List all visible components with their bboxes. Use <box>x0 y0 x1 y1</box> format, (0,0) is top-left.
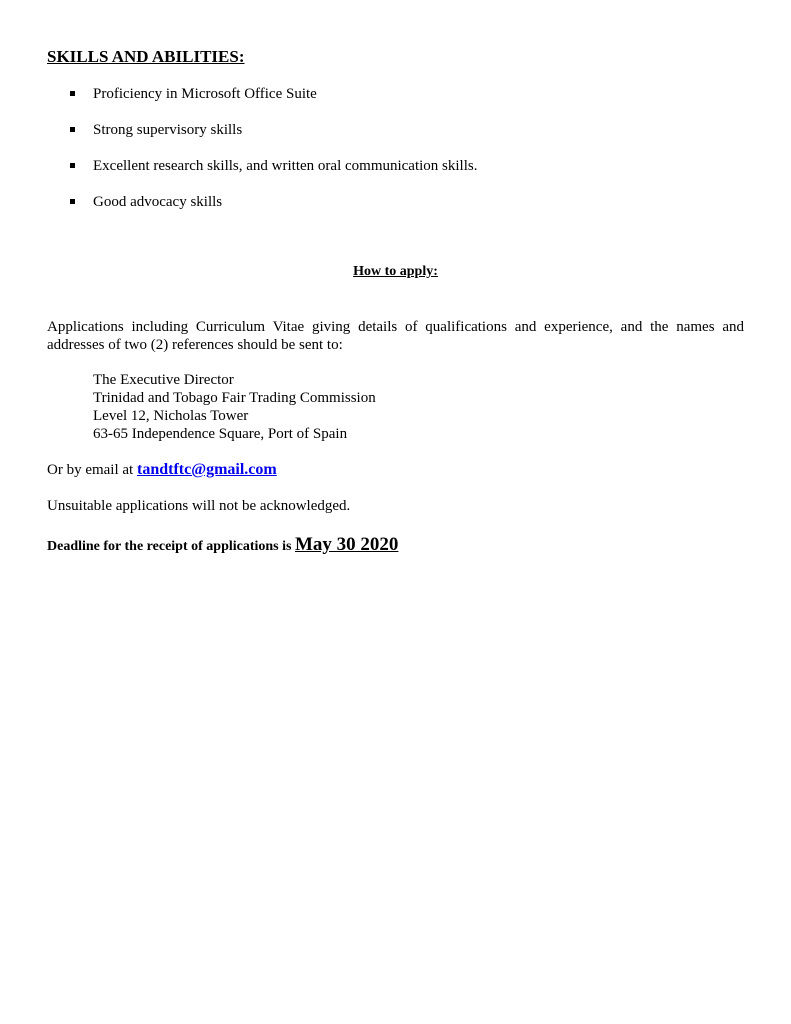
deadline-prefix: Deadline for the receipt of applications is <box>47 539 295 554</box>
email-line <box>47 461 277 479</box>
address-line: 63-65 Independence Square, Port of Spain <box>93 426 348 442</box>
address-line: Level 12, Nicholas Tower <box>93 408 249 424</box>
skills-list <box>66 85 477 229</box>
skill-text: Proficiency in Microsoft Office Suite <box>93 86 317 102</box>
square-bullet-icon <box>70 91 75 96</box>
skill-text: Excellent research skills, and written oral communication skills. <box>93 158 478 174</box>
skills-list-item <box>66 85 477 103</box>
square-bullet-icon <box>70 127 75 132</box>
square-bullet-icon <box>70 163 75 168</box>
deadline-line <box>47 534 398 556</box>
deadline-date: May 30 2020 <box>294 534 399 555</box>
skill-text: Good advocacy skills <box>93 194 223 210</box>
address-line: The Executive Director <box>93 372 234 388</box>
unsuitable-note: Unsuitable applications will not be acknowledged. <box>47 498 351 514</box>
skills-list-item <box>66 157 477 175</box>
skill-text: Strong supervisory skills <box>93 122 243 138</box>
skills-list-item <box>66 193 477 211</box>
skills-heading: SKILLS AND ABILITIES: <box>47 47 245 66</box>
mailing-address <box>93 371 376 443</box>
square-bullet-icon <box>70 199 75 204</box>
application-instructions: Applications including Curriculum Vitae giving details of qualifications and experience, and the names and addresses of two (2) references should be sent to: <box>47 319 744 353</box>
address-line: Trinidad and Tobago Fair Trading Commission <box>93 390 376 406</box>
email-prefix: Or by email at <box>47 462 137 478</box>
email-link[interactable]: tandtftc@gmail.com <box>136 461 277 478</box>
skills-list-item <box>66 121 477 139</box>
how-to-apply-heading: How to apply: <box>353 264 438 279</box>
